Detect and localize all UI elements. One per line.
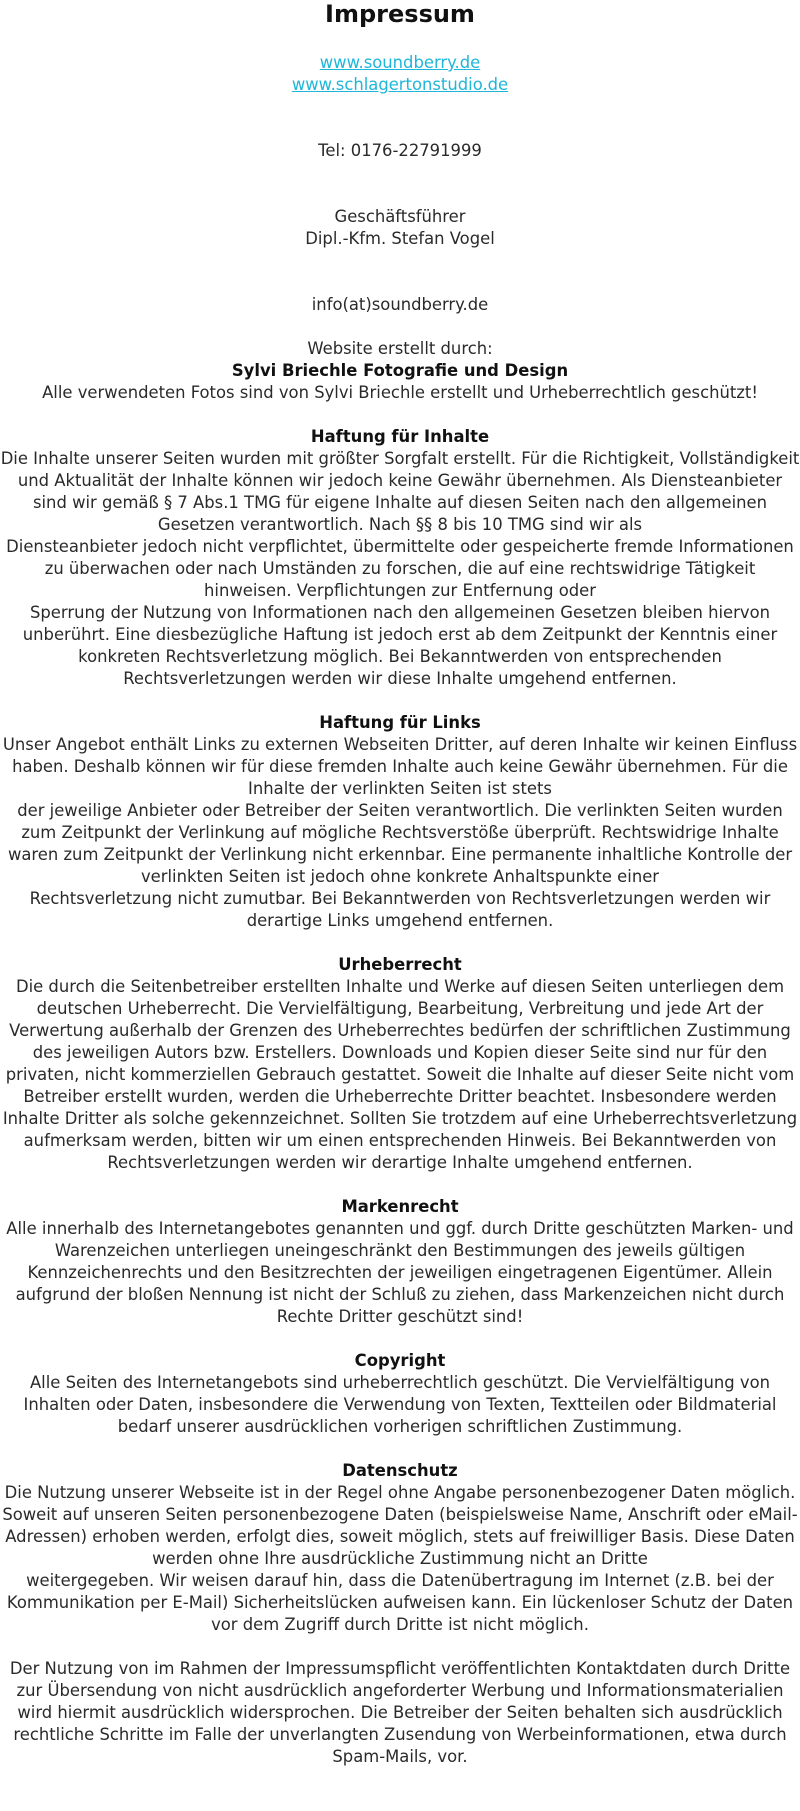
section-paragraph: Sperrung der Nutzung von Informationen nach den allgemeinen Gesetzen bleiben hiervon unberührt. Eine diesbezügliche Haftung ist jedoch erst ab dem Zeitpunkt der Kenntnis einer konkreten Rechtsverletzung möglich. Bei Bekanntwerden von entsprechenden Rechtsverletzungen werden wir diese Inhalte umgehend entfernen.	[22, 603, 778, 688]
credits-photos: Alle verwendeten Fotos sind von Sylvi Briechle erstellt und Urheberrechtlich geschützt!	[42, 383, 758, 402]
spacer	[0, 316, 800, 338]
credits-company: Sylvi Briechle Fotografie und Design	[231, 361, 569, 380]
section-haftung-inhalte	[0, 426, 800, 690]
spacer	[0, 1328, 800, 1350]
section-urheberrecht	[0, 954, 800, 1174]
section-paragraph: der jeweilige Anbieter oder Betreiber der Seiten verantwortlich. Die verlinkten Seiten wurden zum Zeitpunkt der Verlinkung auf mögliche Rechtsverstöße überprüft. Rechtswidrige Inhalte waren zum Zeitpunkt der Verlinkung nicht erkennbar. Eine permanente inhaltliche Kontrolle der verlinkten Seiten ist jedoch ohne konkrete Anhaltspunkte einer	[7, 801, 793, 886]
spacer	[0, 1174, 800, 1196]
page-title: Impressum	[325, 0, 475, 28]
section-paragraph: Die durch die Seitenbetreiber erstellten Inhalte und Werke auf diesen Seiten unterliegen dem deutschen Urheberrecht. Die Vervielfältigung, Bearbeitung, Verbreitung und jede Art der Verwertung außerhalb der Grenzen des Urheberrechtes bedürfen der schriftlichen Zustimmung des jeweiligen Autors bzw. Erstellers. Downloads und Kopien dieser Seite sind nur für den privaten, nicht kommerziellen Gebrauch gestattet. Soweit die Inhalte auf dieser Seite nicht vom Betreiber erstellt wurden, werden die Urheberrechte Dritter beachtet. Insbesondere werden Inhalte Dritter als solche gekennzeichnet. Sollten Sie trotzdem auf eine Urheberrechtsverletzung aufmerksam werden, bitten wir um einen entsprechenden Hinweis. Bei Bekanntwerden von Rechtsverletzungen werden wir derartige Inhalte umgehend entfernen.	[2, 977, 798, 1172]
spacer	[0, 1636, 800, 1658]
manager-name: Dipl.-Kfm. Stefan Vogel	[305, 229, 495, 248]
section-heading: Urheberrecht	[338, 955, 462, 974]
section-heading: Haftung für Links	[319, 713, 481, 732]
link-soundberry[interactable]: www.soundberry.de	[319, 53, 481, 72]
section-paragraph: Alle Seiten des Internetangebots sind urheberrechtlich geschützt. Die Vervielfältigung von Inhalten oder Daten, insbesondere die Verwendung von Texten, Textteilen oder Bildmaterial bedarf unserer ausdrücklichen vorherigen schriftlichen Zustimmung.	[23, 1373, 777, 1436]
section-haftung-links	[0, 712, 800, 932]
section-paragraph: Rechtsverletzung nicht zumutbar. Bei Bekanntwerden von Rechtsverletzungen werden wir derartige Links umgehend entfernen.	[29, 889, 771, 930]
website-links	[0, 52, 800, 96]
section-markenrecht	[0, 1196, 800, 1328]
email-address: info(at)soundberry.de	[311, 295, 489, 314]
section-heading: Haftung für Inhalte	[310, 427, 490, 446]
link-schlagertonstudio[interactable]: www.schlagertonstudio.de	[291, 75, 509, 94]
spacer	[0, 690, 800, 712]
section-heading: Markenrecht	[341, 1197, 459, 1216]
spacer	[0, 250, 800, 294]
spacer	[0, 932, 800, 954]
manager-label: Geschäftsführer	[334, 207, 466, 226]
section-paragraph: Unser Angebot enthält Links zu externen Webseiten Dritter, auf deren Inhalte wir keinen Einfluss haben. Deshalb können wir für diese fremden Inhalte auch keine Gewähr übernehmen. Für die Inhalte der verlinkten Seiten ist stets	[2, 735, 798, 798]
section-paragraph: weitergegeben. Wir weisen darauf hin, dass die Datenübertragung im Internet (z.B. bei der Kommunikation per E-Mail) Sicherheitslücken aufweisen kann. Ein lückenloser Schutz der Daten vor dem Zugriff durch Dritte ist nicht möglich.	[6, 1571, 794, 1634]
spacer	[0, 404, 800, 426]
section-paragraph: Die Inhalte unserer Seiten wurden mit größter Sorgfalt erstellt. Für die Richtigkeit, Vollständigkeit und Aktualität der Inhalte können wir jedoch keine Gewähr übernehmen. Als Diensteanbieter sind wir gemäß § 7 Abs.1 TMG für eigene Inhalte auf diesen Seiten nach den allgemeinen Gesetzen verantwortlich. Nach §§ 8 bis 10 TMG sind wir als	[0, 449, 800, 534]
credits-label: Website erstellt durch:	[307, 339, 493, 358]
spacer	[0, 96, 800, 140]
spacer	[0, 162, 800, 206]
section-copyright	[0, 1350, 800, 1438]
phone-number: Tel: 0176-22791999	[318, 141, 482, 160]
section-datenschutz	[0, 1460, 800, 1768]
section-heading: Datenschutz	[342, 1461, 458, 1480]
section-heading: Copyright	[354, 1351, 446, 1370]
section-paragraph: Alle innerhalb des Internetangebotes genannten und ggf. durch Dritte geschützten Marken- und Warenzeichen unterliegen uneingeschränkt den Bestimmungen des jeweils gültigen Kennzeichenrechts und den Besitzrechten der jeweiligen eingetragenen Eigentümer. Allein aufgrund der bloßen Nennung ist nicht der Schluß zu ziehen, dass Markenzeichen nicht durch Rechte Dritter geschützt sind!	[6, 1219, 794, 1326]
section-paragraph: Der Nutzung von im Rahmen der Impressumspflicht veröffentlichten Kontaktdaten durch Dritte zur Übersendung von nicht ausdrücklich angeforderter Werbung und Informationsmaterialien wird hiermit ausdrücklich widersprochen. Die Betreiber der Seiten behalten sich ausdrücklich rechtliche Schritte im Falle der unverlangten Zusendung von Werbeinformationen, etwa durch Spam-Mails, vor.	[9, 1659, 791, 1766]
section-paragraph: Diensteanbieter jedoch nicht verpflichtet, übermittelte oder gespeicherte fremde Informationen zu überwachen oder nach Umständen zu forschen, die auf eine rechtswidrige Tätigkeit hinweisen. Verpflichtungen zur Entfernung oder	[6, 537, 794, 600]
spacer	[0, 1438, 800, 1460]
section-paragraph: Die Nutzung unserer Webseite ist in der Regel ohne Angabe personenbezogener Daten möglich. Soweit auf unseren Seiten personenbezogene Daten (beispielsweise Name, Anschrift oder eMail-Adressen) erhoben werden, erfolgt dies, soweit möglich, stets auf freiwilliger Basis. Diese Daten werden ohne Ihre ausdrückliche Zustimmung nicht an Dritte	[2, 1483, 798, 1568]
